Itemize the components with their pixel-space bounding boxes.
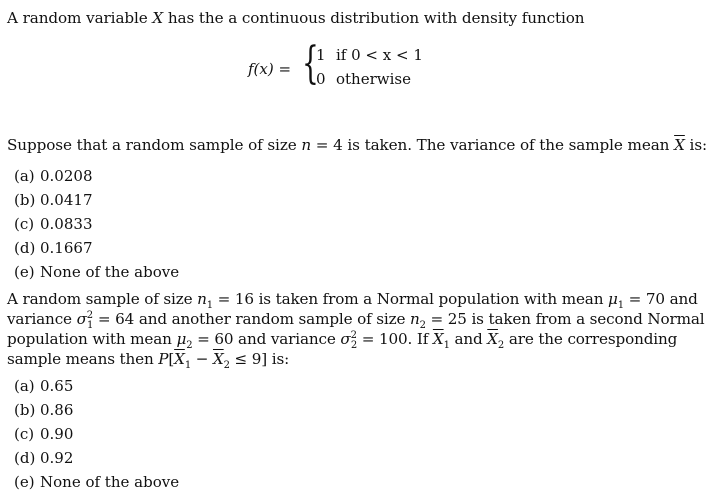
sub: 1 [443, 340, 450, 352]
sup: 2 [86, 309, 93, 321]
text: [ [168, 350, 175, 368]
case-1-condition: if 0 < x < 1 [336, 46, 423, 64]
var-xbar1: $\overline{X}$ [174, 350, 185, 368]
var-sigma1: σ [76, 310, 87, 328]
q2-option-a[interactable] [14, 374, 179, 398]
sub: 2 [350, 340, 358, 352]
option-text: None of the above [40, 473, 180, 491]
q1-question-text: Suppose that a random sample of size [7, 136, 302, 154]
var-p: P [158, 350, 169, 368]
sub: 1 [617, 300, 624, 312]
text: population with mean [7, 330, 177, 348]
var-xbar2: $\overline{X}$ [487, 330, 498, 348]
q2-line-1 [7, 289, 698, 312]
sub: 1 [87, 320, 94, 332]
text: A random sample of size [7, 290, 198, 308]
var-mu1: μ [608, 290, 618, 308]
text: = 25 is taken from a second Normal [425, 310, 705, 328]
q2-option-b[interactable] [14, 398, 179, 422]
text: = 100. If [357, 330, 433, 348]
option-label: (d) [14, 449, 36, 467]
q1-question-end: is: [684, 136, 707, 154]
text: and [449, 330, 488, 348]
q1-option-a[interactable] [14, 164, 179, 188]
text: variance [7, 310, 77, 328]
sub: 2 [419, 320, 426, 332]
q1-question-mid: = 4 is taken. The variance of the sample mean [311, 136, 675, 154]
q1-option-d[interactable] [14, 236, 179, 260]
text: = 64 and another random sample of size [93, 310, 410, 328]
text: = 60 and variance [192, 330, 341, 348]
q1-intro [7, 9, 585, 27]
var-mu2: μ [176, 330, 187, 348]
option-label: (e) [14, 473, 35, 491]
q2-line-4 [7, 349, 652, 372]
text: sample means then [7, 350, 159, 368]
var-sigma2: σ [340, 330, 351, 348]
case-2-condition: otherwise [336, 70, 411, 88]
option-label: (b) [14, 191, 36, 209]
text: = 16 is taken from a Normal population with mean [212, 290, 609, 308]
sub: 2 [186, 340, 193, 352]
q2-option-e[interactable] [14, 470, 179, 494]
q1-intro-text: A random variable [7, 9, 153, 27]
option-text: 0.65 [40, 377, 74, 395]
sub: 2 [497, 340, 505, 352]
option-text: 0.86 [40, 401, 74, 419]
var-n1: n [197, 290, 207, 308]
var-xbar2: $\overline{X}$ [212, 350, 224, 368]
q2-option-c[interactable] [14, 422, 179, 446]
formula-lhs: f(x) = [248, 60, 292, 78]
text: ≤ 9] is: [229, 350, 290, 368]
q1-question [7, 136, 707, 154]
sup: 2 [350, 329, 357, 341]
q1-intro-text-end: has the a continuous distribution with density function [163, 9, 585, 27]
option-label: (d) [14, 239, 36, 257]
q2-line-2 [7, 309, 705, 332]
text: are the corresponding [504, 330, 678, 348]
option-label: (a) [14, 377, 35, 395]
sub: 1 [206, 300, 213, 312]
q2-question [7, 289, 705, 372]
option-text: 0.0417 [40, 191, 93, 209]
q1-option-e[interactable] [14, 260, 179, 284]
q1-xbar: $\overline{X}$ [674, 136, 685, 154]
text: − [191, 350, 213, 368]
q1-n: n [301, 136, 312, 154]
option-label: (e) [14, 263, 35, 281]
option-label: (a) [14, 167, 35, 185]
q1-option-b[interactable] [14, 188, 179, 212]
var-xbar1: $\overline{X}$ [432, 330, 444, 348]
option-label: (c) [14, 215, 35, 233]
sub: 1 [184, 360, 192, 372]
q1-options [14, 164, 179, 284]
q2-line-3 [7, 329, 678, 352]
option-text: 0.90 [40, 425, 74, 443]
q2-options [14, 374, 179, 494]
var-n2: n [409, 310, 420, 328]
option-text: 0.92 [40, 449, 74, 467]
case-2-value: 0 [316, 70, 326, 88]
left-brace: { [302, 38, 319, 89]
case-1-value: 1 [316, 46, 326, 64]
q2-option-d[interactable] [14, 446, 179, 470]
text: = 70 and [623, 290, 698, 308]
option-text: 0.1667 [40, 239, 93, 257]
option-text: 0.0833 [40, 215, 93, 233]
option-text: 0.0208 [40, 167, 93, 185]
option-label: (b) [14, 401, 36, 419]
q1-option-c[interactable] [14, 212, 179, 236]
sub: 2 [223, 360, 230, 372]
q1-variable: X [152, 9, 164, 27]
option-label: (c) [14, 425, 35, 443]
option-text: None of the above [40, 263, 180, 281]
